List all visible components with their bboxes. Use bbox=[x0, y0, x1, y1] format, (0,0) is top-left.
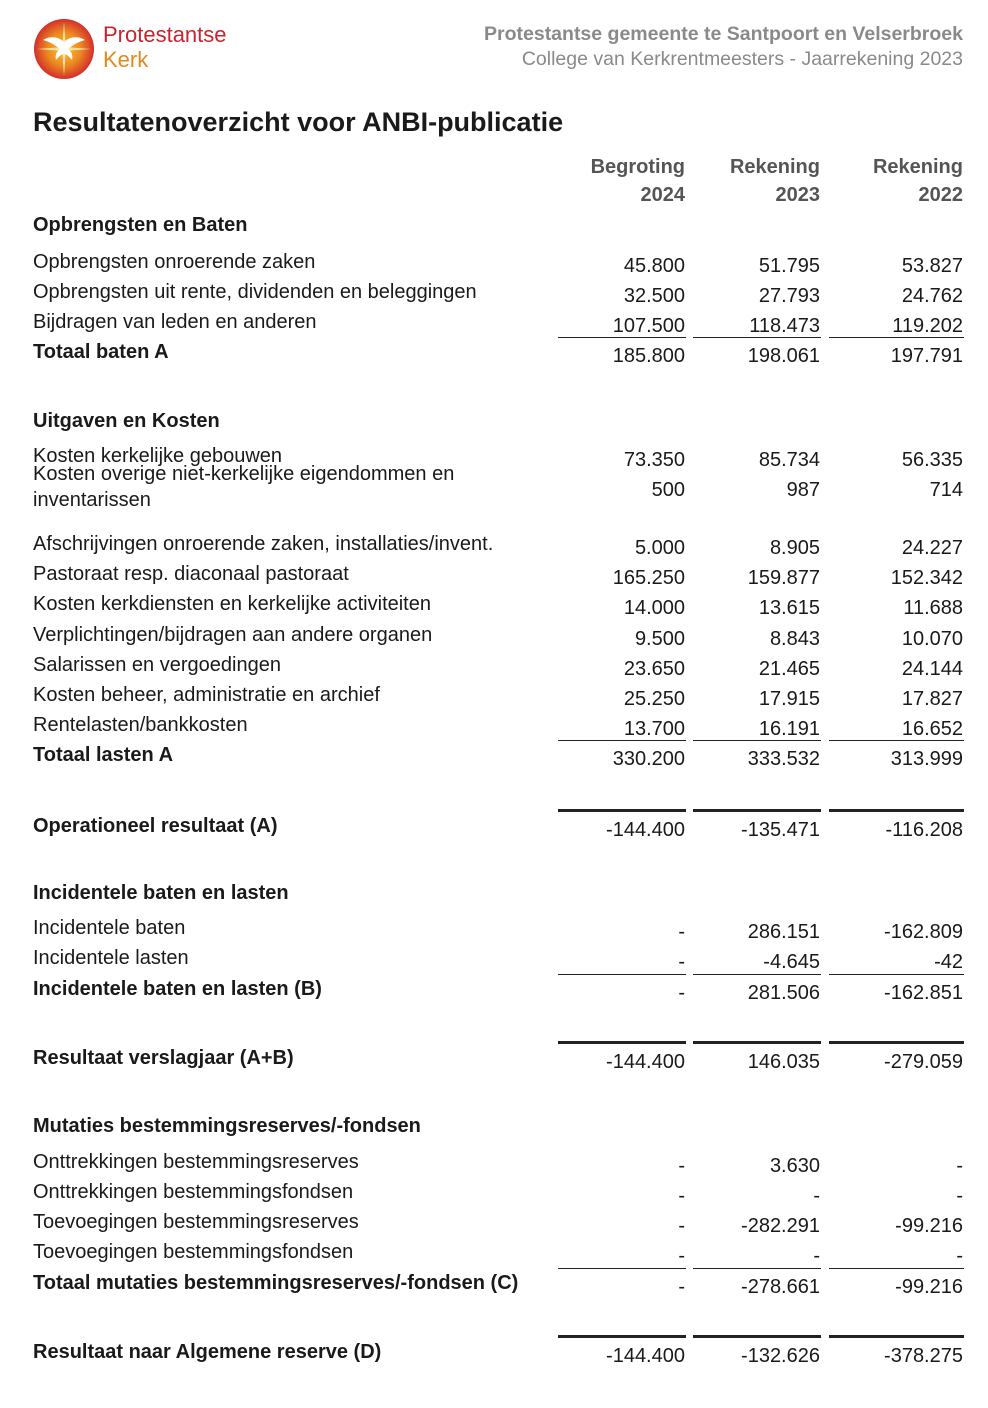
cell-value: 165.250 bbox=[612, 567, 685, 589]
page-title: Resultatenoverzicht voor ANBI-publicatie bbox=[33, 107, 564, 137]
row-label: Totaal mutaties bestemmingsreserves/-fondsen (C) bbox=[33, 1272, 519, 1294]
cell-value: -116.208 bbox=[885, 819, 963, 841]
cell-value: -162.809 bbox=[884, 921, 963, 943]
row-label: Operationeel resultaat (A) bbox=[33, 815, 278, 837]
table-row bbox=[0, 249, 988, 279]
cell-value: - bbox=[678, 921, 685, 943]
cell-value: - bbox=[813, 1245, 820, 1267]
cell-value: 24.144 bbox=[901, 658, 963, 680]
table-row bbox=[0, 915, 988, 945]
subtotal-rule bbox=[829, 974, 964, 975]
row-label: Totaal baten A bbox=[33, 341, 169, 363]
row-label: Resultaat naar Algemene reserve (D) bbox=[33, 1341, 382, 1363]
row-label: Rentelasten/bankkosten bbox=[33, 714, 248, 736]
subtotal-rule bbox=[693, 1268, 821, 1269]
cell-value: -132.626 bbox=[741, 1345, 820, 1367]
cell-value: -278.661 bbox=[741, 1276, 820, 1298]
cell-value: 24.227 bbox=[901, 537, 963, 559]
row-label: Kosten kerkdiensten en kerkelijke activiteiten bbox=[33, 593, 431, 615]
cell-value: 45.800 bbox=[623, 255, 685, 277]
cell-value: 25.250 bbox=[623, 688, 685, 710]
cell-value: 11.688 bbox=[903, 597, 963, 619]
cell-value: 53.827 bbox=[901, 255, 963, 277]
cell-value: -144.400 bbox=[606, 1345, 685, 1367]
cell-value: 23.650 bbox=[623, 658, 685, 680]
column-year: 2022 bbox=[918, 184, 963, 206]
cell-value: 17.915 bbox=[758, 688, 820, 710]
cell-value: 85.734 bbox=[758, 449, 820, 471]
header-subtitle: College van Kerkrentmeesters - Jaarrekening 2023 bbox=[521, 48, 963, 70]
cell-value: 14.000 bbox=[623, 597, 685, 619]
cell-value: 3.630 bbox=[769, 1155, 820, 1177]
row-label: Toevoegingen bestemmingsfondsen bbox=[33, 1241, 354, 1263]
cell-value: 281.506 bbox=[747, 982, 820, 1004]
subtotal-rule bbox=[558, 1041, 686, 1044]
cell-value: 21.465 bbox=[758, 658, 820, 680]
cell-value: 27.793 bbox=[758, 285, 820, 307]
cell-value: - bbox=[678, 1215, 685, 1237]
row-label: Opbrengsten uit rente, dividenden en beleggingen bbox=[33, 281, 477, 303]
column-year: 2023 bbox=[775, 184, 820, 206]
row-label: Incidentele baten en lasten bbox=[33, 882, 289, 904]
cell-value: 313.999 bbox=[890, 748, 963, 770]
row-label: Opbrengsten en Baten bbox=[33, 214, 248, 236]
subtotal-rule bbox=[693, 809, 821, 812]
result-row bbox=[0, 1045, 988, 1075]
table-row bbox=[0, 682, 988, 712]
total-row bbox=[0, 339, 988, 369]
subtotal-rule bbox=[829, 1268, 964, 1269]
row-label: Toevoegingen bestemmingsreserves bbox=[33, 1211, 359, 1233]
table-row bbox=[0, 463, 988, 511]
subtotal-rule bbox=[829, 809, 964, 812]
cell-value: 185.800 bbox=[612, 345, 685, 367]
column-header-rekening-2023 bbox=[730, 153, 820, 209]
cell-value: 9.500 bbox=[634, 628, 685, 650]
cell-value: - bbox=[678, 951, 685, 973]
logo-line-2: Kerk bbox=[103, 47, 149, 72]
column-year: 2024 bbox=[640, 184, 685, 206]
cell-value: 73.350 bbox=[623, 449, 685, 471]
section-heading bbox=[0, 408, 988, 438]
subtotal-rule bbox=[829, 1335, 964, 1338]
subtotal-rule bbox=[693, 1041, 821, 1044]
column-label: Rekening bbox=[872, 156, 963, 178]
logo-wordmark bbox=[103, 22, 227, 72]
cell-value: 24.762 bbox=[901, 285, 963, 307]
subtotal-rule bbox=[693, 1335, 821, 1338]
column-label: Rekening bbox=[729, 156, 820, 178]
cell-value: 16.652 bbox=[901, 718, 963, 740]
cell-value: 500 bbox=[651, 479, 685, 501]
row-label: Incidentele baten bbox=[33, 917, 186, 939]
total-row bbox=[0, 976, 988, 1006]
cell-value: 198.061 bbox=[747, 345, 820, 367]
table-row bbox=[0, 531, 988, 561]
subtotal-rule bbox=[693, 337, 821, 338]
cell-value: 16.191 bbox=[758, 718, 820, 740]
total-row bbox=[0, 1270, 988, 1300]
cell-value: 13.700 bbox=[623, 718, 685, 740]
table-row bbox=[0, 1149, 988, 1179]
cell-value: - bbox=[678, 1155, 685, 1177]
cell-value: 333.532 bbox=[747, 748, 820, 770]
subtotal-rule bbox=[693, 740, 821, 741]
cell-value: -135.471 bbox=[741, 819, 820, 841]
cell-value: 197.791 bbox=[890, 345, 963, 367]
cell-value: - bbox=[678, 1245, 685, 1267]
subtotal-rule bbox=[558, 809, 686, 812]
cell-value: -144.400 bbox=[606, 819, 685, 841]
cell-value: -99.216 bbox=[895, 1215, 963, 1237]
table-row bbox=[0, 712, 988, 742]
table-row bbox=[0, 1179, 988, 1209]
subtotal-rule bbox=[558, 974, 686, 975]
subtotal-rule bbox=[829, 740, 964, 741]
table-row bbox=[0, 1239, 988, 1269]
cell-value: 8.905 bbox=[769, 537, 820, 559]
column-header-begroting-2024 bbox=[591, 153, 685, 209]
row-label: Resultaat verslagjaar (A+B) bbox=[33, 1047, 294, 1069]
cell-value: 146.035 bbox=[747, 1051, 820, 1073]
column-label: Begroting bbox=[590, 156, 685, 178]
row-label: Mutaties bestemmingsreserves/-fondsen bbox=[33, 1115, 421, 1137]
section-heading bbox=[0, 1113, 988, 1143]
subtotal-rule bbox=[558, 337, 686, 338]
row-label: Bijdragen van leden en anderen bbox=[33, 311, 317, 333]
cell-value: 714 bbox=[929, 479, 963, 501]
subtotal-rule bbox=[558, 1335, 686, 1338]
cell-value: -144.400 bbox=[606, 1051, 685, 1073]
cell-value: -279.059 bbox=[884, 1051, 963, 1073]
row-label: Incidentele lasten bbox=[33, 947, 189, 969]
cell-value: 56.335 bbox=[901, 449, 963, 471]
cell-value: - bbox=[956, 1245, 963, 1267]
cell-value: 987 bbox=[786, 479, 820, 501]
cell-value: -162.851 bbox=[884, 982, 963, 1004]
cell-value: - bbox=[813, 1185, 820, 1207]
total-row bbox=[0, 742, 988, 772]
table-row bbox=[0, 945, 988, 975]
table-row bbox=[0, 622, 988, 652]
row-label: Opbrengsten onroerende zaken bbox=[33, 251, 316, 273]
cell-value: 159.877 bbox=[747, 567, 820, 589]
column-header-rekening-2022 bbox=[873, 153, 963, 209]
table-row bbox=[0, 279, 988, 309]
table-row bbox=[0, 652, 988, 682]
section-heading bbox=[0, 880, 988, 910]
row-label: Pastoraat resp. diaconaal pastoraat bbox=[33, 563, 349, 585]
row-label: Salarissen en vergoedingen bbox=[33, 654, 281, 676]
table-row bbox=[0, 561, 988, 591]
section-heading bbox=[0, 212, 988, 242]
document-header bbox=[484, 22, 963, 72]
cell-value: - bbox=[956, 1185, 963, 1207]
table-row bbox=[0, 591, 988, 621]
cell-value: 51.795 bbox=[758, 255, 820, 277]
cell-value: -282.291 bbox=[741, 1215, 820, 1237]
cell-value: 107.500 bbox=[612, 315, 685, 337]
cell-value: -99.216 bbox=[895, 1276, 963, 1298]
row-label: Verplichtingen/bijdragen aan andere organen bbox=[33, 624, 433, 646]
logo-line-1: Protestantse bbox=[103, 22, 227, 47]
protestantse-kerk-logo-icon bbox=[33, 18, 95, 80]
cell-value: 32.500 bbox=[623, 285, 685, 307]
result-row bbox=[0, 1339, 988, 1369]
cell-value: - bbox=[678, 1185, 685, 1207]
row-label: Kosten overige niet-kerkelijke eigendommen en inventarissen bbox=[33, 463, 455, 511]
cell-value: 8.843 bbox=[769, 628, 820, 650]
row-label: Kosten kerkelijke gebouwen bbox=[33, 445, 283, 467]
row-label: Onttrekkingen bestemmingsfondsen bbox=[33, 1181, 354, 1203]
cell-value: -42 bbox=[934, 951, 963, 973]
subtotal-rule bbox=[558, 740, 686, 741]
subtotal-rule bbox=[829, 1041, 964, 1044]
cell-value: 17.827 bbox=[901, 688, 963, 710]
subtotal-rule bbox=[558, 1268, 686, 1269]
row-label: Onttrekkingen bestemmingsreserves bbox=[33, 1151, 359, 1173]
cell-value: - bbox=[678, 1276, 685, 1298]
cell-value: 119.202 bbox=[892, 315, 963, 337]
header-organization: Protestantse gemeente te Santpoort en Velserbroek bbox=[484, 23, 963, 45]
result-row bbox=[0, 813, 988, 843]
cell-value: - bbox=[678, 982, 685, 1004]
cell-value: -4.645 bbox=[763, 951, 820, 973]
table-row bbox=[0, 1209, 988, 1239]
cell-value: 118.473 bbox=[749, 315, 820, 337]
cell-value: 5.000 bbox=[634, 537, 685, 559]
table-row bbox=[0, 309, 988, 339]
cell-value: -378.275 bbox=[884, 1345, 963, 1367]
row-label: Totaal lasten A bbox=[33, 744, 174, 766]
cell-value: 10.070 bbox=[901, 628, 963, 650]
row-label: Afschrijvingen onroerende zaken, installaties/invent. bbox=[33, 533, 494, 555]
cell-value: - bbox=[956, 1155, 963, 1177]
cell-value: 286.151 bbox=[747, 921, 820, 943]
cell-value: 13.615 bbox=[758, 597, 820, 619]
row-label: Uitgaven en Kosten bbox=[33, 410, 220, 432]
row-label: Incidentele baten en lasten (B) bbox=[33, 978, 322, 1000]
cell-value: 330.200 bbox=[612, 748, 685, 770]
row-label: Kosten beheer, administratie en archief bbox=[33, 684, 380, 706]
subtotal-rule bbox=[693, 974, 821, 975]
cell-value: 152.342 bbox=[890, 567, 963, 589]
subtotal-rule bbox=[829, 337, 964, 338]
